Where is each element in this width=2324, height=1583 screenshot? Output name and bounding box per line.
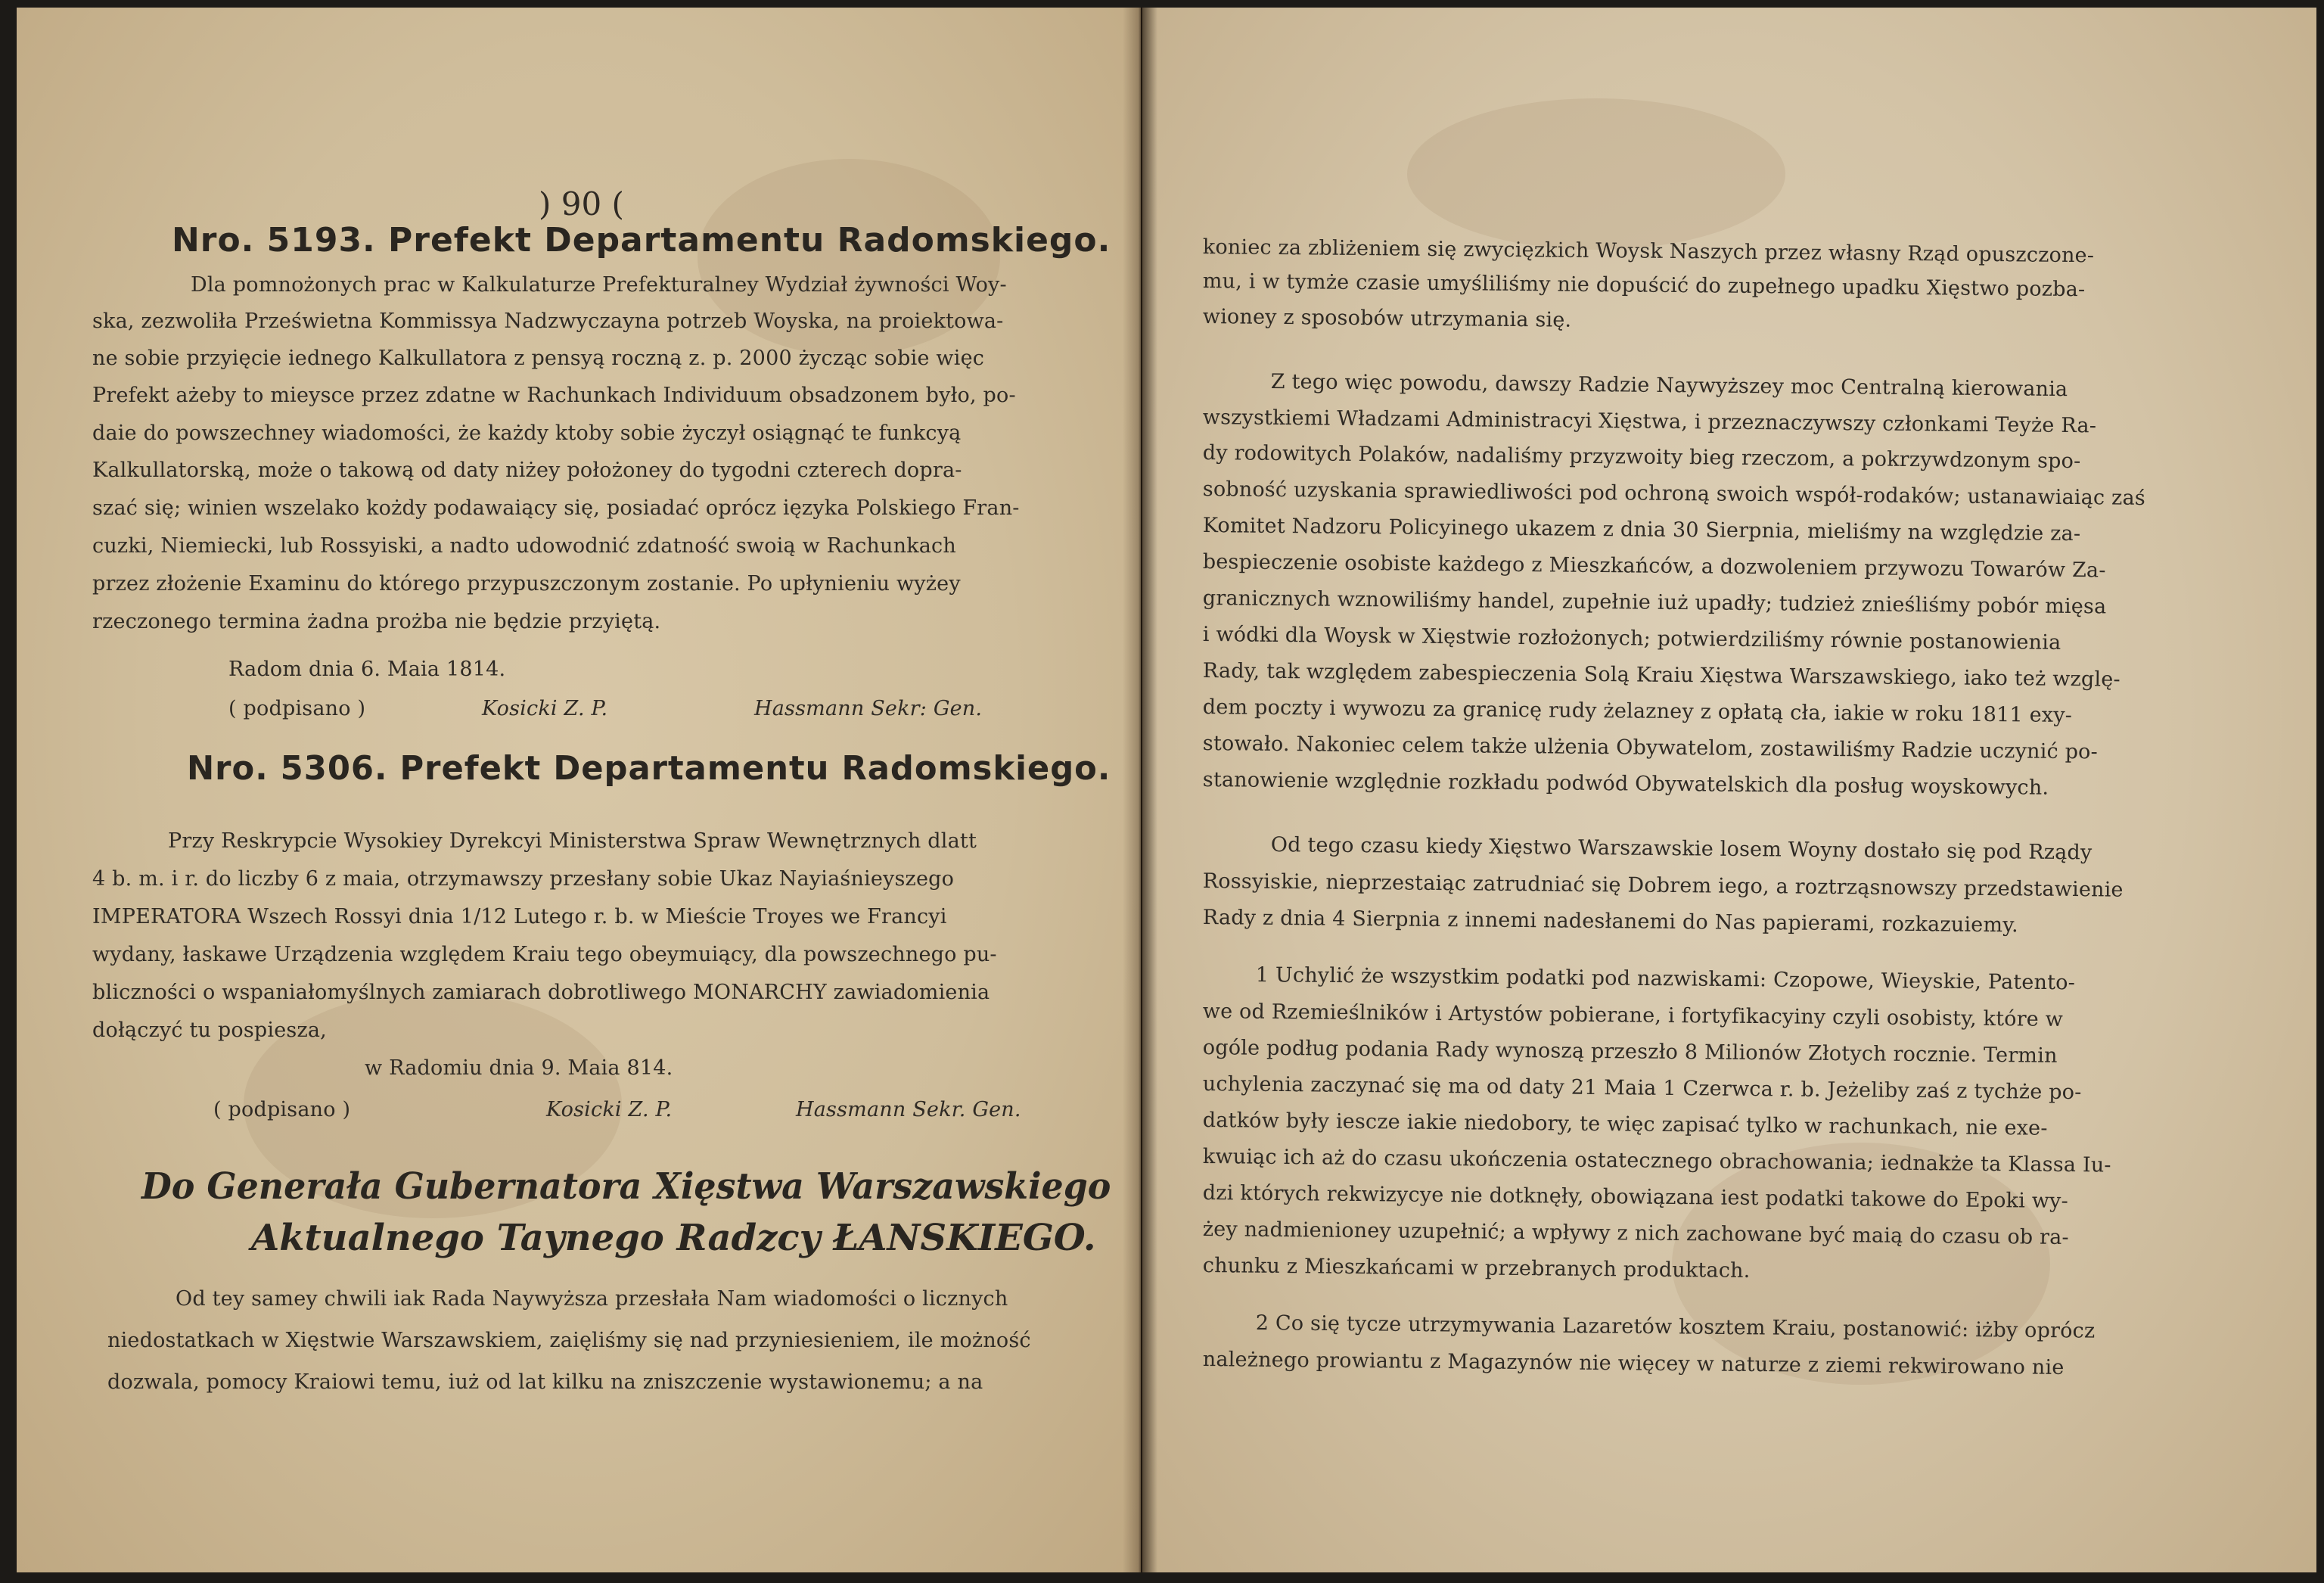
text-line: 2 Co się tycze utrzymywania Lazaretów kosztem Kraiu, postanowić: iżby oprócz: [1255, 1311, 2096, 1343]
text-line: 1 Uchylić że wszystkim podatki pod nazwiskami: Czopowe, Wieyskie, Patento-: [1255, 963, 2076, 995]
text-line: dy rodowitych Polaków, nadaliśmy przyzwoity bieg rzeczom, a pokrzywdzonym spo-: [1202, 440, 2081, 474]
text-line: bliczności o wspaniałomyślnych zamiarach dobrotliwego MONARCHY zawiadomienia: [92, 981, 990, 1004]
text-line: dem poczty i wywozu za granicę rudy żelazney z opłatą cła, iakie w roku 1811 exy-: [1202, 695, 2073, 728]
text-line: chunku z Mieszkańcami w przebranych produktach.: [1202, 1254, 1751, 1283]
text-line: Kalkullatorską, może o takową od daty niżey położoney do tygodni czterech dopra-: [92, 459, 962, 482]
text-line: przez złożenie Examinu do którego przypuszczonym zostanie. Po upłynieniu wyżey: [92, 572, 961, 596]
text-line: ogóle podług podania Rady wynoszą przeszło 8 Milionów Złotych rocznie. Termin: [1202, 1036, 2058, 1068]
text-line: mu, i w tymże czasie umyśliliśmy nie dopuścić do zupełnego upadku Xięstwo pozba-: [1202, 269, 2086, 302]
text-line: Od tego czasu kiedy Xięstwo Warszawskie losem Woyny dostało się pod Rządy: [1270, 833, 2093, 865]
text-line: stanowienie względnie rozkładu podwód Obywatelskich dla posług woyskowych.: [1202, 767, 2049, 800]
text-line: kwuiąc ich aż do czasu ukończenia ostatecznego obrachowania; iednakże ta Klassa Iu-: [1202, 1145, 2111, 1177]
text-line: Rady, tak względem zabespieczenia Solą Kraiu Xięstwa Warszawskiego, iako też wzglę-: [1202, 658, 2120, 692]
text-line: wszystkiemi Władzami Administracyi Xięstwa, i przeznaczywszy członkami Teyże Ra-: [1202, 405, 2097, 438]
page-number: ) 90 (: [539, 185, 624, 222]
text-line: Komitet Nadzoru Policyinego ukazem z dnia 30 Sierpnia, mieliśmy na względzie za-: [1202, 513, 2081, 546]
text-line: IMPERATORA Wszech Rossyi dnia 1/12 Lutego r. b. w Mieście Troyes we Francyi: [92, 905, 947, 928]
section1-signed: ( podpisano ): [228, 697, 366, 720]
text-line: żey nadmienioney uzupełnić; a wpływy z nich zachowane być maią do czasu ob ra-: [1202, 1218, 2069, 1249]
text-line: rzeczonego termina żadna prożba nie będzie przyiętą.: [92, 610, 661, 633]
text-line: koniec za zbliżeniem się zwycięzkich Woysk Naszych przez własny Rząd opuszczone-: [1202, 235, 2095, 268]
paper-stain: [1407, 98, 1785, 250]
text-line: cuzki, Niemiecki, lub Rossyiski, a nadto udowodnić zdatność swoią w Rachunkach: [92, 534, 956, 558]
section2-signature-prefect: Kosicki Z. P.: [546, 1098, 673, 1121]
text-line: stowało. Nakoniec celem także ulżenia Obywatelom, zostawiliśmy Radzie uczynić po-: [1202, 731, 2099, 764]
text-line: Rossyiskie, nieprzestaiąc zatrudniać się Dobrem iego, a roztrząsnowszy przedstawienie: [1202, 869, 2124, 902]
text-line: ska, zezwoliła Prześwietna Kommissya Nadzwyczayna potrzeb Woyska, na proiektowa-: [92, 309, 1004, 333]
section2-heading: Nro. 5306. Prefekt Departamentu Radomskiego.: [187, 749, 1111, 788]
text-line: wioney z sposobów utrzymania się.: [1202, 304, 1572, 332]
text-line: granicznych wznowiliśmy handel, zupełnie iuż upadły; tudzież znieśliśmy pobór mięsa: [1202, 586, 2107, 619]
section1-signature-prefect: Kosicki Z. P.: [482, 697, 608, 720]
right-page: [1142, 8, 2316, 1572]
section3-heading-line1: Do Generała Gubernatora Xięstwa Warszawskiego: [141, 1165, 1111, 1208]
text-line: Od tey samey chwili iak Rada Naywyższa przesłała Nam wiadomości o licznych: [176, 1287, 1008, 1311]
section2-signed: ( podpisano ): [213, 1098, 351, 1121]
text-line: szać się; winien wszelako kożdy podawaiący się, posiadać oprócz ięzyka Polskiego Fran-: [92, 496, 1020, 520]
section3-heading-line2: Aktualnego Taynego Radzcy ŁANSKIEGO.: [251, 1217, 1096, 1259]
text-line: datków były iescze iakie niedobory, te więc zapisać tylko w rachunkach, nie exe-: [1202, 1109, 2048, 1140]
text-line: sobność uzyskania sprawiedliwości pod ochroną swoich współ-rodaków; ustanawiaiąc zaś: [1202, 477, 2146, 510]
text-line: wydany, łaskawe Urządzenia względem Kraiu tego obeymuiący, dla powszechnego pu-: [92, 943, 997, 966]
text-line: Z tego więc powodu, dawszy Radzie Naywyższey moc Centralną kierowania: [1270, 369, 2068, 402]
text-line: daie do powszechney wiadomości, że każdy ktoby sobie życzył osiągnąć te funkcyą: [92, 421, 962, 445]
section1-date: Radom dnia 6. Maia 1814.: [228, 658, 506, 681]
text-line: we od Rzemieślników i Artystów pobierane, i fortyfikacyiny czyli osobisty, które w: [1202, 1000, 2064, 1031]
section2-signature-secretary: Hassmann Sekr. Gen.: [796, 1098, 1021, 1121]
text-line: ne sobie przyięcie iednego Kalkullatora z pensyą roczną z. p. 2000 życząc sobie więc: [92, 347, 985, 370]
text-line: należnego prowiantu z Magazynów nie więcey w naturze z ziemi rekwirowano nie: [1202, 1348, 2065, 1379]
text-line: dozwala, pomocy Kraiowi temu, iuż od lat kilku na zniszczenie wystawionemu; a na: [107, 1370, 983, 1394]
text-line: niedostatkach w Xięstwie Warszawskiem, zaięliśmy się nad przyniesieniem, ile możność: [107, 1329, 1031, 1352]
section2-date: w Radomiu dnia 9. Maia 814.: [365, 1056, 673, 1080]
text-line: dzi których rekwizycye nie dotknęły, obowiązana iest podatki takowe do Epoki wy-: [1202, 1181, 2069, 1213]
text-line: i wódki dla Woysk w Xięstwie rozłożonych; potwierdziliśmy równie postanowienia: [1202, 622, 2061, 655]
text-line: bespieczenie osobiste każdego z Mieszkańców, a dozwoleniem przywozu Towarów Za-: [1202, 549, 2106, 583]
section1-signature-secretary: Hassmann Sekr: Gen.: [754, 697, 983, 720]
section1-heading: Nro. 5193. Prefekt Departamentu Radomskiego.: [172, 221, 1111, 260]
text-line: Przy Reskrypcie Wysokiey Dyrekcyi Ministerstwa Spraw Wewnętrznych dlatt: [168, 829, 977, 853]
book-gutter: [1123, 8, 1157, 1572]
text-line: uchylenia zaczynać się ma od daty 21 Maia 1 Czerwca r. b. Jeżeliby zaś z tychże po-: [1202, 1072, 2082, 1105]
text-line: dołączyć tu pospiesza,: [92, 1019, 327, 1042]
text-line: Rady z dnia 4 Sierpnia z innemi nadesłanemi do Nas papierami, rozkazuiemy.: [1202, 906, 2019, 938]
text-line: Prefekt ażeby to mieysce przez zdatne w Rachunkach Individuum obsadzonem było, po-: [92, 384, 1016, 407]
text-line: 4 b. m. i r. do liczby 6 z maia, otrzymawszy przesłany sobie Ukaz Nayiaśnieyszego: [92, 867, 955, 891]
left-page: [17, 8, 1141, 1572]
text-line: Dla pomnożonych prac w Kalkulaturze Prefekturalney Wydział żywności Woy-: [191, 273, 1007, 297]
